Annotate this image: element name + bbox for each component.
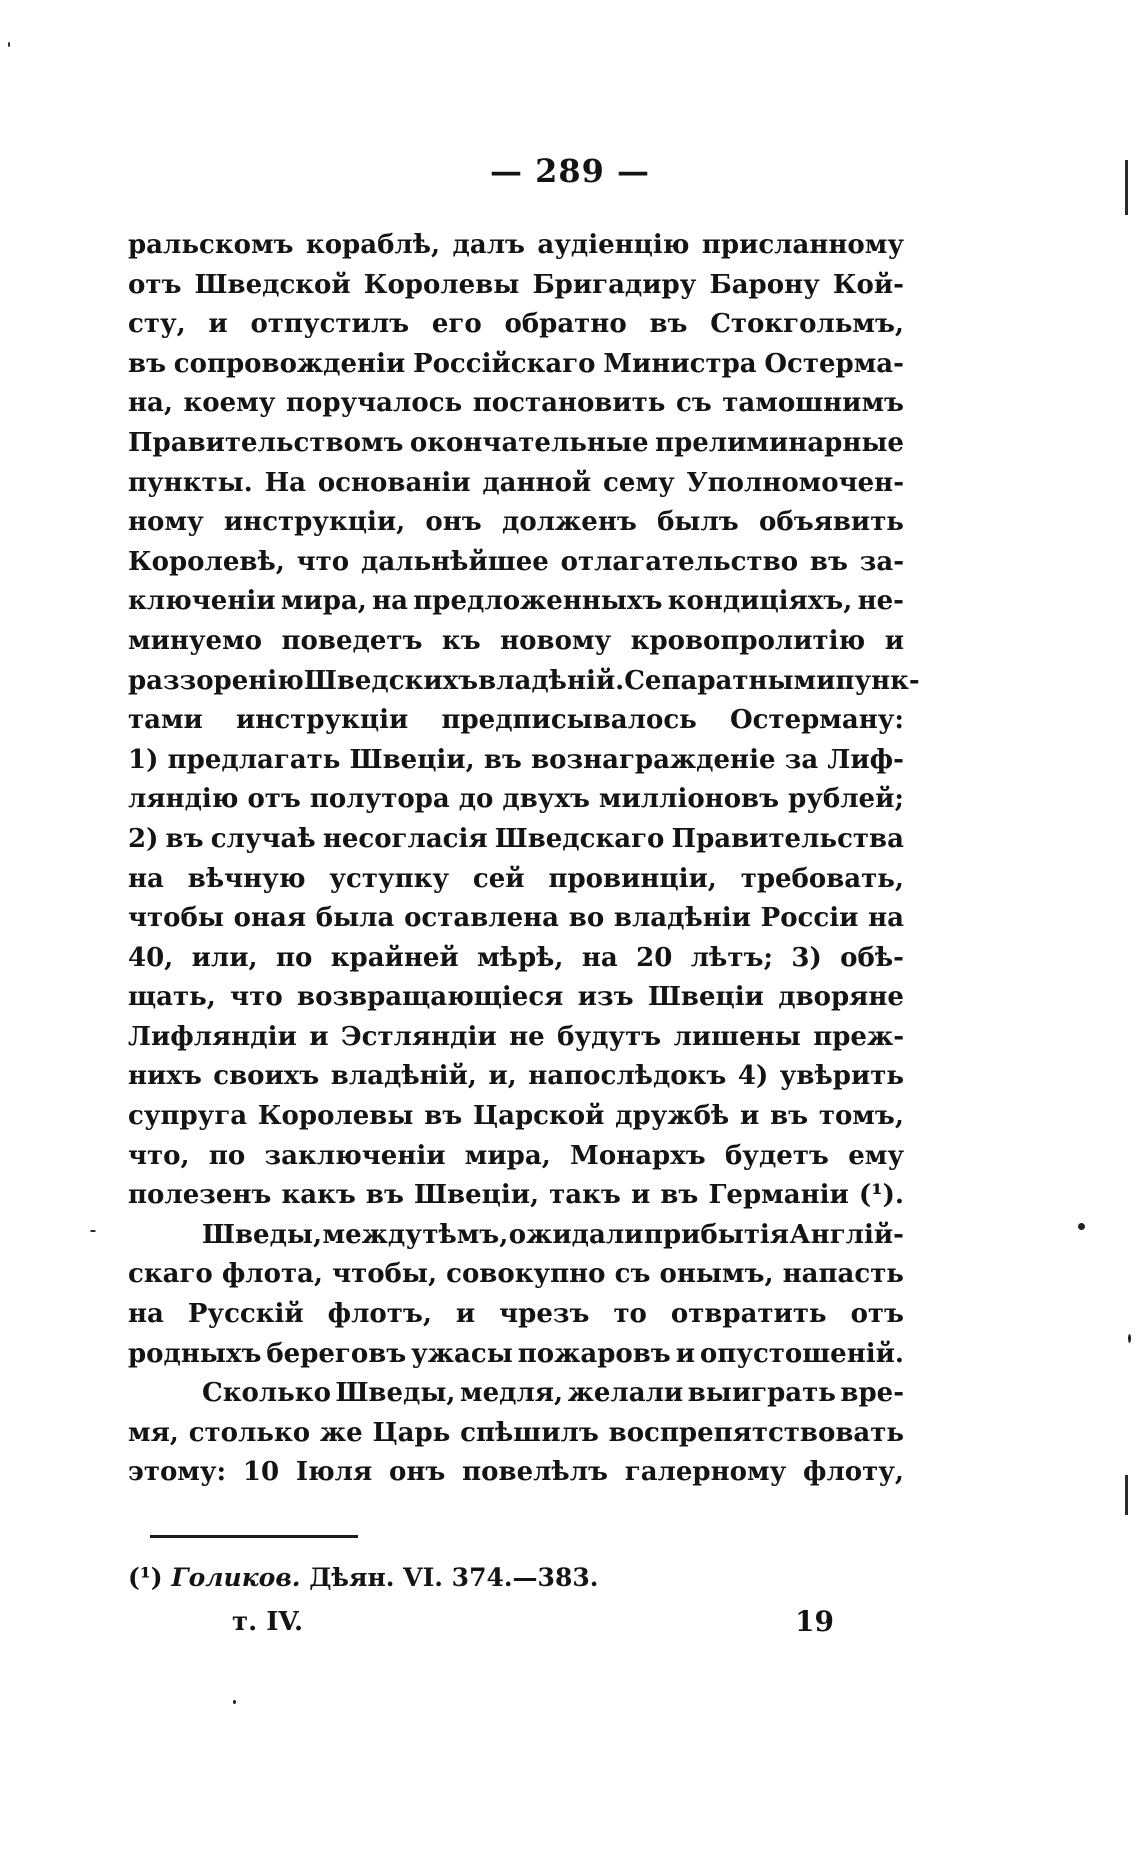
text-line: этому: 10 Іюля онъ повелѣлъ галерному флоту, — [128, 1457, 904, 1488]
text-line: супруга Королевы въ Царской дружбѣ и въ томъ, — [128, 1101, 904, 1132]
text-line: раззоренію Шведскихъ владѣній. Сепаратными пунк- — [128, 665, 920, 696]
text-line: полезенъ какъ въ Швеціи, такъ и въ Германіи (¹). — [128, 1180, 904, 1211]
text-line: Лифляндіи и Эстляндіи не будутъ лишены преж- — [128, 1021, 904, 1052]
text-line: тами инструкціи предписывалось Остерману: — [128, 705, 904, 736]
scan-speck — [1078, 1223, 1085, 1230]
footnote-marker: (¹) — [128, 1563, 163, 1592]
text-line: минуемо поведетъ къ новому кровопролитію и — [128, 625, 904, 656]
footnote-divider — [150, 1535, 358, 1538]
text-line: ляндію отъ полутора до двухъ милліоновъ рублей; — [128, 784, 904, 815]
text-line: скаго флота, чтобы, совокупно съ онымъ, напасть — [128, 1259, 904, 1290]
scan-speck — [1128, 1334, 1131, 1343]
text-line: что, по заключеніи мира, Монархъ будетъ ему — [128, 1140, 904, 1171]
text-line: нихъ своихъ владѣній, и, напослѣдокъ 4) увѣрить — [128, 1061, 904, 1092]
text-line: Шведы, между тѣмъ, ожидали прибытія Англій- — [202, 1219, 904, 1250]
text-line: Королевѣ, что дальнѣйшее отлагательство въ за- — [128, 546, 904, 577]
scan-edge-line — [1125, 1475, 1128, 1515]
text-line: родныхъ береговъ ужасы пожаровъ и опустошеній. — [128, 1338, 904, 1369]
text-line: пункты. На основаніи данной сему Уполномочен- — [128, 467, 904, 498]
text-line: Сколько Шведы, медля, желали выиграть вре- — [202, 1378, 904, 1409]
text-line: чтобы оная была оставлена во владѣніи Россіи на — [128, 903, 904, 934]
footnote-reference: Дѣян. VI. 374.—383. — [309, 1563, 599, 1592]
text-line: ному инструкціи, онъ долженъ былъ объявить — [128, 507, 904, 538]
text-line: Правительствомъ окончательные прелиминарные — [128, 427, 904, 458]
scan-speck — [90, 1230, 96, 1232]
text-line: 1) предлагать Швеціи, въ вознагражденіе за Лиф- — [128, 744, 904, 775]
text-line: мя, столько же Царь спѣшилъ воспрепятствовать — [128, 1417, 904, 1448]
text-line: въ сопровожденіи Россійскаго Министра Остерма- — [128, 348, 904, 379]
text-line: ральскомъ кораблѣ, далъ аудіенцію присланному — [128, 230, 904, 260]
text-line: 40, или, по крайней мѣрѣ, на 20 лѣтъ; 3) обѣ- — [128, 942, 904, 973]
footnote — [128, 1563, 598, 1592]
scan-speck — [8, 42, 10, 47]
text-line: на вѣчную уступку сей провинціи, требовать, — [128, 863, 904, 894]
scan-edge-line — [1125, 160, 1128, 215]
sheet-signature: 19 — [795, 1605, 834, 1638]
volume-signature: т. IV. — [232, 1607, 304, 1637]
body-text — [128, 226, 920, 1493]
page-number: — 289 — — [489, 152, 651, 190]
text-line: на Русскій флотъ, и чрезъ то отвратить отъ — [128, 1299, 904, 1330]
footnote-author: Голиков. — [171, 1563, 301, 1592]
text-line: на, коему поручалось постановить съ тамошнимъ — [128, 388, 904, 419]
scan-speck — [233, 1700, 236, 1704]
text-line: ключеніи мира, на предложенныхъ кондиціяхъ, не- — [128, 586, 904, 617]
text-line: сту, и отпустилъ его обратно въ Стокгольмъ, — [128, 309, 904, 340]
text-line: 2) въ случаѣ несогласія Шведскаго Правительства — [128, 823, 904, 854]
text-line: щать, что возвращающіеся изъ Швеціи дворяне — [128, 982, 904, 1013]
text-line: отъ Шведской Королевы Бригадиру Барону Кой- — [128, 269, 904, 300]
